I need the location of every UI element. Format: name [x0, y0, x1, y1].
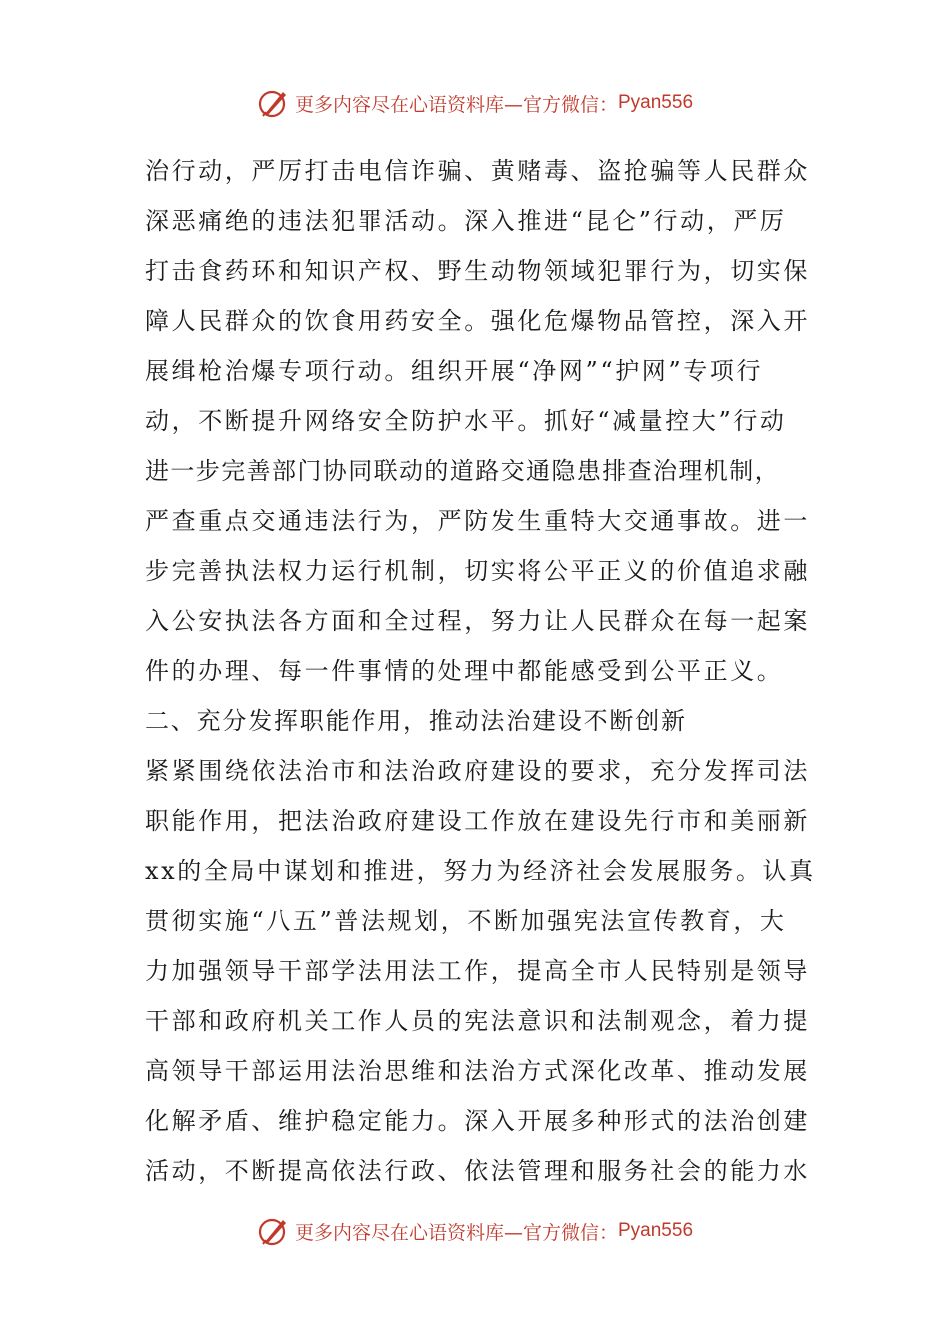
quill-logo-icon — [257, 1214, 291, 1248]
text-line: 干部和政府机关工作人员的宪法意识和法制观念，着力提 — [145, 1007, 810, 1035]
text-line: 贯彻实施“八五”普法规划，不断加强宪法宣传教育，大 — [145, 907, 787, 935]
text-line: 紧紧围绕依法治市和法治政府建设的要求，充分发挥司法 — [145, 757, 810, 785]
footer-wechat-label: 官方微信： — [522, 1221, 618, 1244]
footer-site-text: 更多内容尽在心语资料库— — [294, 1221, 523, 1244]
section-heading: 二、充分发挥职能作用，推动法治建设不断创新 — [145, 707, 687, 735]
footer-watermark-banner — [0, 1214, 950, 1248]
text-line: 进一步完善部门协同联动的道路交通隐患排查治理机制， — [145, 457, 780, 485]
text-line: 障人民群众的饮食用药安全。强化危爆物品管控，深入开 — [145, 307, 810, 335]
header-wechat-label: 官方微信： — [522, 93, 618, 116]
header-site-text: 更多内容尽在心语资料库— — [294, 93, 523, 116]
text-line: 打击食药环和知识产权、野生动物领域犯罪行为，切实保 — [145, 257, 810, 285]
text-line: xx的全局中谋划和推进，努力为经济社会发展服务。认真 — [145, 857, 816, 885]
footer-wechat-id: Pyan556 — [618, 1220, 694, 1241]
text-line: 化解矛盾、维护稳定能力。深入开展多种形式的法治创建 — [145, 1107, 810, 1135]
document-body — [145, 146, 816, 1196]
text-line: 动，不断提升网络安全防护水平。抓好“减量控大”行动 — [145, 407, 787, 435]
text-line: 活动，不断提高依法行政、依法管理和服务社会的能力水 — [145, 1157, 810, 1185]
text-line: 治行动，严厉打击电信诈骗、黄赌毒、盗抢骗等人民群众 — [145, 157, 810, 185]
text-line: 高领导干部运用法治思维和法治方式深化改革、推动发展 — [145, 1057, 810, 1085]
text-line: 入公安执法各方面和全过程，努力让人民群众在每一起案 — [145, 607, 810, 635]
text-line: 步完善执法权力运行机制，切实将公平正义的价值追求融 — [145, 557, 810, 585]
header-watermark-banner — [0, 86, 950, 120]
quill-logo-icon — [257, 86, 291, 120]
text-line: 深恶痛绝的违法犯罪活动。深入推进“昆仑”行动，严厉 — [145, 207, 787, 235]
text-line: 展缉枪治爆专项行动。组织开展“净网”“护网”专项行 — [145, 357, 764, 385]
text-line: 件的办理、每一件事情的处理中都能感受到公平正义。 — [145, 657, 784, 685]
text-line: 力加强领导干部学法用法工作，提高全市人民特别是领导 — [145, 957, 810, 985]
text-line: 职能作用，把法治政府建设工作放在建设先行市和美丽新 — [145, 807, 810, 835]
header-wechat-id: Pyan556 — [618, 92, 694, 113]
text-line: 严查重点交通违法行为，严防发生重特大交通事故。进一 — [145, 507, 810, 535]
